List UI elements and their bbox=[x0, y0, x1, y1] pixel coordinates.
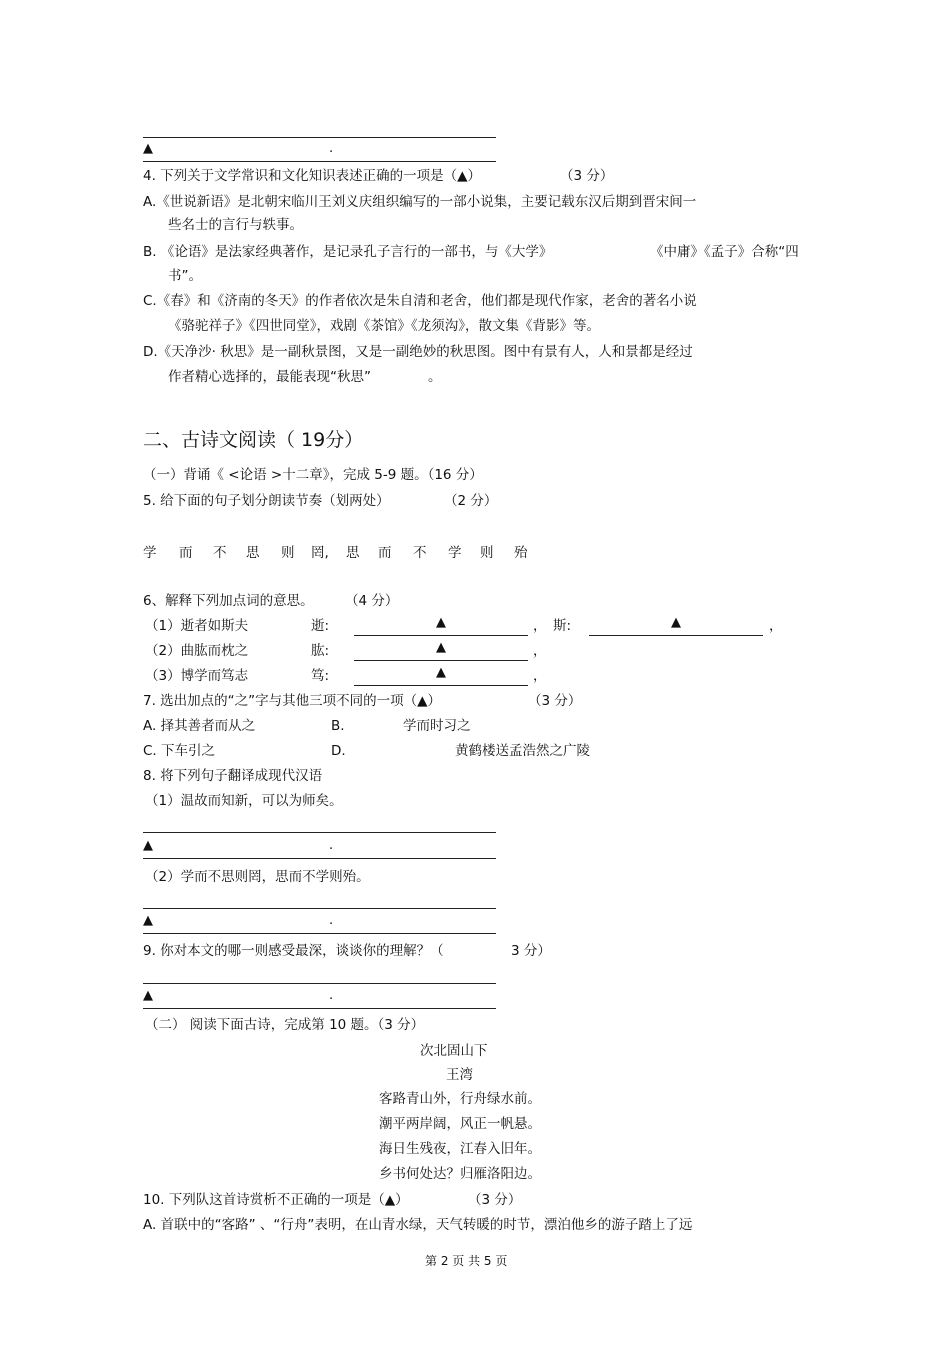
q6-answer-du[interactable] bbox=[354, 665, 528, 686]
q7-option-d-label: D. bbox=[331, 743, 346, 759]
q4-option-d-end: 。 bbox=[428, 369, 442, 385]
poem-author: 王湾 bbox=[446, 1067, 473, 1083]
q7-option-b: 学而时习之 bbox=[403, 718, 471, 734]
period-marker: . bbox=[329, 913, 334, 928]
q6-comma: ， bbox=[533, 618, 547, 634]
q5-char: 而 bbox=[378, 545, 392, 561]
poem-title: 次北固山下 bbox=[420, 1043, 488, 1059]
poem-line: 潮平两岸阔，风正一帆悬。 bbox=[379, 1116, 541, 1132]
q5-char: 思 bbox=[246, 545, 260, 561]
period-marker: . bbox=[329, 141, 334, 156]
q6-answer-shi[interactable] bbox=[354, 615, 528, 636]
triangle-marker: ▲ bbox=[436, 615, 446, 630]
q5-char: 学 bbox=[143, 545, 157, 561]
q5-char: 不 bbox=[213, 545, 227, 561]
answer-line[interactable] bbox=[143, 139, 496, 162]
poem-line: 客路青山外，行舟绿水前。 bbox=[379, 1091, 541, 1107]
q8-sentence2: （2）学而不思则罔，思而不学则殆。 bbox=[145, 869, 370, 885]
q5-char: 思 bbox=[346, 545, 360, 561]
q10-title: 10. 下列队这首诗赏析不正确的一项是（▲） bbox=[143, 1192, 409, 1208]
q6-title: 6、解释下列加点词的意思。 bbox=[143, 593, 314, 609]
q5-char: 罔, bbox=[311, 545, 329, 561]
q4-option-b-line1b: 《中庸》《孟子》合称“四 bbox=[650, 244, 799, 260]
q6-comma: ， bbox=[769, 618, 783, 634]
q6-word-du: 笃: bbox=[311, 668, 330, 684]
answer-line[interactable] bbox=[143, 836, 496, 859]
q6-item1: （1）逝者如斯夫 bbox=[145, 618, 249, 634]
poem-line: 乡书何处达？归雁洛阳边。 bbox=[379, 1166, 541, 1182]
triangle-marker: ▲ bbox=[436, 665, 446, 680]
section-title: 二、古诗文阅读（ 19分） bbox=[143, 429, 364, 451]
q5-sentence[interactable] bbox=[143, 541, 543, 561]
q5-char: 殆 bbox=[514, 545, 528, 561]
q4-option-b-line2: 书”。 bbox=[168, 268, 202, 284]
rule bbox=[143, 832, 496, 833]
q9-title: 9. 你对本文的哪一则感受最深，谈谈你的理解？（ bbox=[143, 943, 444, 959]
q6-item3: （3）博学而笃志 bbox=[145, 668, 249, 684]
q8-title: 8. 将下列句子翻译成现代汉语 bbox=[143, 768, 323, 784]
q7-title: 7. 选出加点的“之”字与其他三项不同的一项（▲） bbox=[143, 693, 442, 709]
page-footer: 第 2 页 共 5 页 bbox=[425, 1254, 508, 1268]
part2-intro: （二） 阅读下面古诗，完成第 10 题。（3 分） bbox=[145, 1017, 425, 1033]
q6-word-shi: 逝: bbox=[311, 618, 330, 634]
q10-score: （3 分） bbox=[468, 1192, 522, 1208]
q5-char: 而 bbox=[179, 545, 193, 561]
q4-option-c-line2: 《骆驼祥子》《四世同堂》，戏剧《茶馆》《龙须沟》，散文集《背影》等。 bbox=[168, 318, 600, 334]
q6-word-si: 斯: bbox=[553, 618, 572, 634]
triangle-marker: ▲ bbox=[436, 640, 446, 655]
triangle-marker: ▲ bbox=[143, 988, 153, 1003]
q6-word-gong: 肱: bbox=[311, 643, 330, 659]
q4-option-a-line2: 些名士的言行与轶事。 bbox=[168, 217, 303, 233]
answer-line[interactable] bbox=[143, 911, 496, 934]
q5-score: （2 分） bbox=[444, 493, 498, 509]
q5-char: 不 bbox=[413, 545, 427, 561]
answer-line[interactable] bbox=[143, 986, 496, 1009]
period-marker: . bbox=[329, 838, 334, 853]
q4-option-c-line1: C.《春》和《济南的冬天》的作者依次是朱自清和老舍，他们都是现代作家，老舍的著名小说 bbox=[143, 293, 697, 309]
q4-option-d-line2: 作者精心选择的，最能表现“秋思” bbox=[168, 369, 371, 385]
rule bbox=[143, 983, 496, 984]
q6-score: （4 分） bbox=[345, 593, 399, 609]
q4-option-b-line1a: B. 《论语》是法家经典著作，是记录孔子言行的一部书，与《大学》 bbox=[143, 244, 553, 260]
q6-answer-si[interactable] bbox=[589, 615, 763, 636]
q6-comma: ， bbox=[533, 643, 547, 659]
poem-line: 海日生残夜，江春入旧年。 bbox=[379, 1141, 541, 1157]
part1-intro: （一）背诵《 <论语 >十二章》，完成 5-9 题。（16 分） bbox=[143, 467, 483, 483]
top-rule bbox=[143, 137, 496, 138]
q5-char: 学 bbox=[448, 545, 462, 561]
period-marker: . bbox=[329, 988, 334, 1003]
q7-score: （3 分） bbox=[528, 693, 582, 709]
q5-char: 则 bbox=[281, 545, 295, 561]
triangle-marker: ▲ bbox=[143, 838, 153, 853]
q5-char: 则 bbox=[480, 545, 494, 561]
q4-score: （3 分） bbox=[560, 168, 614, 184]
q4-title: 4. 下列关于文学常识和文化知识表述正确的一项是（▲） bbox=[143, 168, 482, 184]
q8-sentence1: （1）温故而知新，可以为师矣。 bbox=[145, 793, 343, 809]
q4-option-a-line1: A.《世说新语》是北朝宋临川王刘义庆组织编写的一部小说集，主要记载东汉后期到晋宋间一 bbox=[143, 194, 697, 210]
q7-option-d: 黄鹤楼送孟浩然之广陵 bbox=[455, 743, 590, 759]
q9-score: 3 分） bbox=[511, 943, 551, 959]
q6-answer-gong[interactable] bbox=[354, 640, 528, 661]
triangle-marker: ▲ bbox=[143, 141, 153, 156]
q7-option-b-label: B. bbox=[331, 718, 345, 734]
q6-comma: ， bbox=[533, 668, 547, 684]
triangle-marker: ▲ bbox=[143, 913, 153, 928]
q10-option-a-line1: A. 首联中的“客路” 、“行舟”表明，在山青水绿，天气转暖的时节，漂泊他乡的游子踏上了远 bbox=[143, 1217, 693, 1233]
triangle-marker: ▲ bbox=[671, 615, 681, 630]
q4-option-d-line1: D.《天净沙· 秋思》是一副秋景图，又是一副绝妙的秋思图。图中有景有人，人和景都是经过 bbox=[143, 344, 693, 360]
q5-title: 5. 给下面的句子划分朗读节奏（划两处） bbox=[143, 493, 390, 509]
rule bbox=[143, 908, 496, 909]
q7-option-c: C. 下车引之 bbox=[143, 743, 216, 759]
q7-option-a: A. 择其善者而从之 bbox=[143, 718, 256, 734]
q6-item2: （2）曲肱而枕之 bbox=[145, 643, 249, 659]
